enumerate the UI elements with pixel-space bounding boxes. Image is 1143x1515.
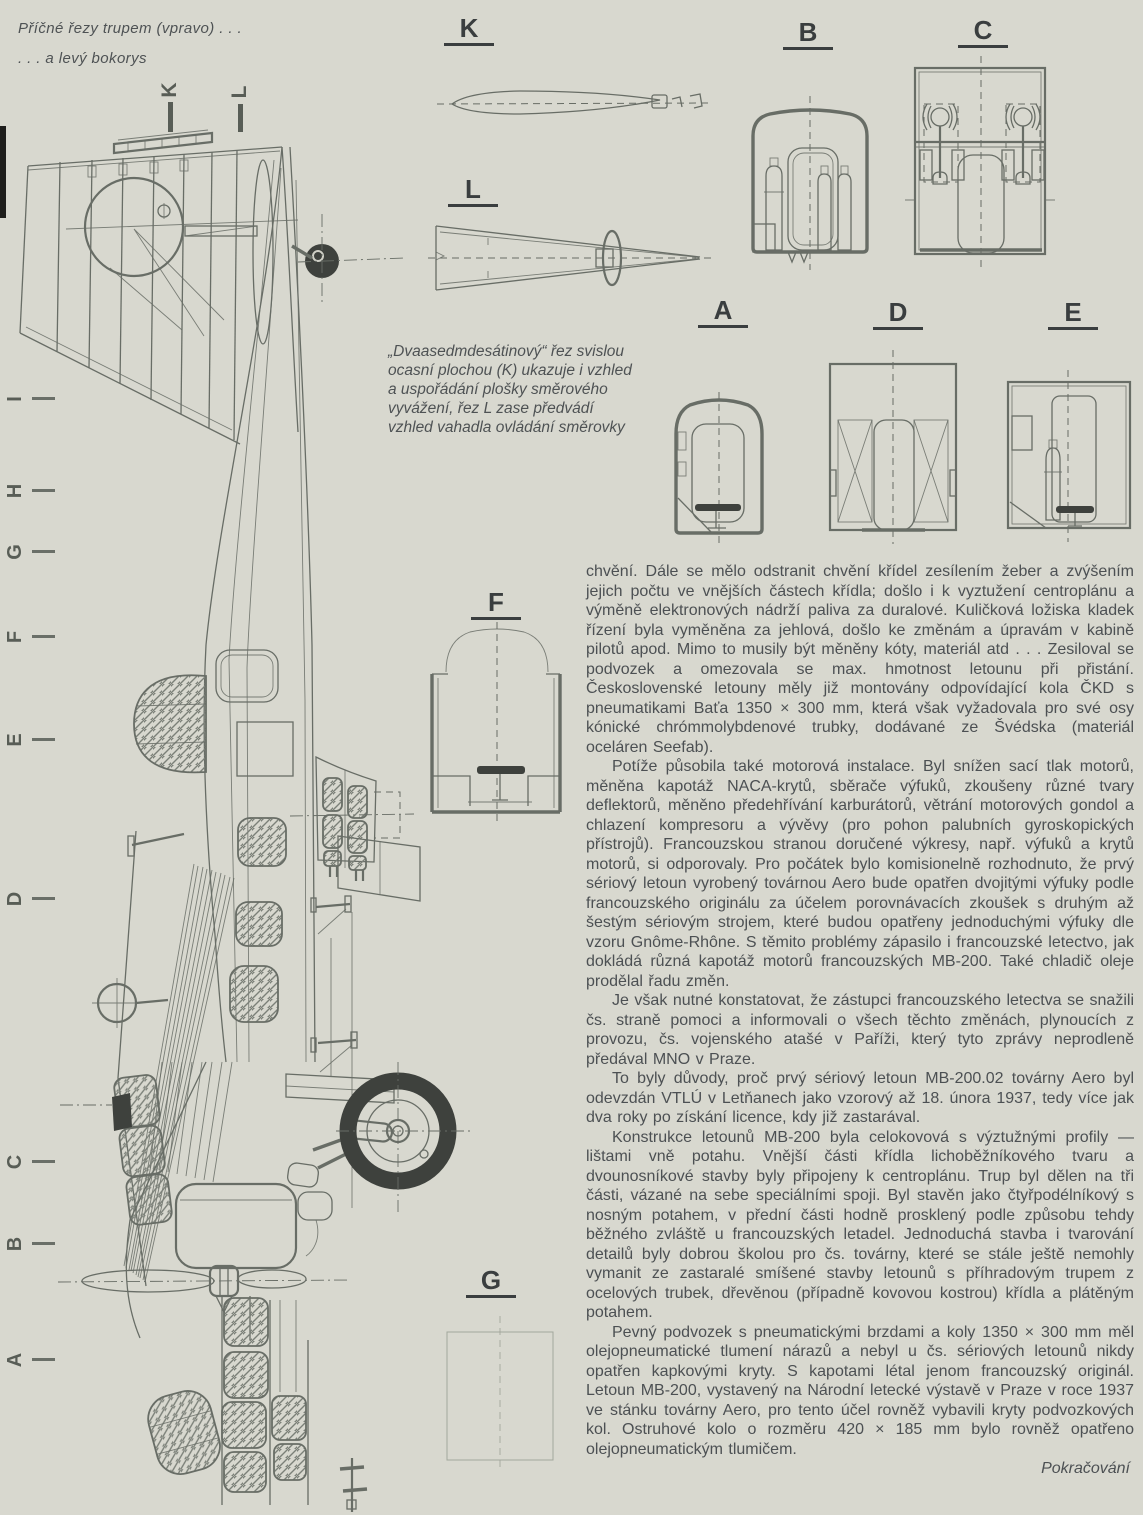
section-label-a: A xyxy=(698,296,748,328)
edge-marker-f: F xyxy=(4,630,26,644)
section-label-d: D xyxy=(873,298,923,330)
edge-marker-dash xyxy=(32,635,55,638)
section-label-k: K xyxy=(444,14,494,46)
edge-marker-dash xyxy=(32,1358,55,1361)
edge-marker-dash xyxy=(32,550,55,553)
section-k-drawing xyxy=(437,91,712,114)
section-label-f: F xyxy=(471,588,521,620)
edge-marker-dash xyxy=(32,397,55,400)
article-body xyxy=(586,562,1134,1479)
section-c-drawing xyxy=(905,56,1055,270)
article-paragraph: To byly důvody, proč prvý sériový letoun MB-200.02 továrny Aero byl odevzdán VTLÚ v Letňanech jako vzorový až 18. února 1937, tedy více jak dva roky po získání licence, kdy již zastarával. xyxy=(586,1070,1134,1126)
section-label-b: B xyxy=(783,18,833,50)
section-e-drawing xyxy=(1008,370,1130,542)
article-paragraph: Pevný podvozek s pneumatickými brzdami a koly 1350 × 300 mm měl olejopneumatické tlumení nárazů a nebyl u čs. sériových letounů nikdy opatřen kapkovými kryty. S kapotami létal jenom francouzský originál. Letoun MB-200, vystavený na Národní letecké výstavě v Praze v roce 1937 ve stánku továrny Aero, pro tento účel rovněž vybavili kryty podvozkových kol. Ostruhové kolo o rozměru 420 × 185 mm bylo rovněž opatřeno olejopneumatickým tlumičem. xyxy=(586,1323,1134,1458)
section-b-drawing xyxy=(753,96,867,270)
edge-marker-d: D xyxy=(4,891,26,907)
edge-marker-g: G xyxy=(4,544,26,560)
section-d-drawing xyxy=(830,350,956,544)
section-a-drawing xyxy=(676,392,762,548)
caption-cross-sections: Příčné řezy trupem (vpravo) . . . xyxy=(18,20,243,37)
article-paragraph: Potíže působila také motorová instalace. Byl snížen sací tlak motorů, měněna kapotáž NACA-krytů, sběrače výfuků, zkoušeny různé tvary deflektorů, měněno předehřívání karburátorů, větrání motorových gondol a chlazení kompresoru a vývěvy (pro pohon palubních gyroskopických přístrojů). Francouzskou stranou doručené výkresy, např. výfuků a krytů motorů, si odporovaly. Pro počátek bylo komisionelně rozhodnuto, že prvý sériový letoun vyrobený továrnou Aero bude opatřen dvojitými výfuky podle francouzského originálu za účelem porovnávacích zkoušek s druhým až šestým sériovým strojem, které budou opatřeny jednoduchými výfuky dle vzoru Gnôme-Rhône. S těmito problémy zápasilo i francouzské letectvo, jak dokládá různá kapotáž motorů francouzských MB-200. Také chladič oleje prodělal řadu změn. xyxy=(586,758,1134,990)
top-marker-l: L xyxy=(228,85,251,99)
edge-marker-c: C xyxy=(4,1154,26,1170)
edge-marker-e: E xyxy=(4,733,26,747)
edge-marker-a: A xyxy=(4,1352,26,1368)
section-l-drawing xyxy=(428,226,714,290)
edge-marker-dash xyxy=(32,1242,55,1245)
top-marker-k: K xyxy=(158,82,181,98)
edge-marker-b: B xyxy=(4,1236,26,1252)
edge-marker-dash xyxy=(32,738,55,741)
caption-left-profile: . . . a levý bokorys xyxy=(18,50,147,67)
section-label-l: L xyxy=(448,175,498,207)
figure-caption: „Dvaasedmdesátinový“ řez svislou ocasní plochou (K) ukazuje i vzhled a uspořádání plošky směrového vyvážení, řez L zase předvádí vzhled vahadla ovládání směrovky xyxy=(388,343,632,436)
section-label-e: E xyxy=(1048,298,1098,330)
section-f-drawing xyxy=(432,622,560,822)
edge-marker-dash xyxy=(32,1160,55,1163)
article-paragraph: Je však nutné konstatovat, že zástupci francouzského letectva se snažili čs. straně pomoci a informovali o všech těchto změnách, plynoucích z provozu, čs. vojenského atašé v Paříži, který tyto zprávy neprodleně předával MNO v Praze. xyxy=(586,992,1134,1068)
top-marker-bar xyxy=(238,104,243,132)
article-paragraph: chvění. Dále se mělo odstranit chvění křídel zesílením žeber a zvýšením jejich počtu ve vnějších částech křídla; došlo i k vyztužení centroplánu a výměně elektronových nádrží paliva za duralové. Kuličková ložiska kladek řízení byla vyměněna za jehlová, došlo ke změnám a úpravám v kabině pilotů apod. Mimo to musily být měněny kóty, materiál atd . . . Zesiloval se podvozek a omezovala se max. hmotnost letounu při přistání. Československé letouny měly již montovány odpovídající kola ČKD s pneumatikami Baťa 1350 × 300 mm, která však vyžadovala pro své osy kónické chrómmolybdenové trubky, dodávané ze Švédska (materiál oceláren Seefab). xyxy=(586,563,1134,756)
article-paragraph: Konstrukce letounů MB-200 byla celokovová s výztužnými profily — lištami vně potahu. Vnější části křídla lichoběžníkového tvaru a dvounosníkové stavby byly připojeny k centroplánu. Trup byl dělen na tři části, vázané na sebe speciálními spoji. Byl stavěn jako čtyřpodélníkový s nosným potahem, v přední části hodně prosklený podle způsobu tehdy běžného zvláště u francouzských letadel. Jednoduchá stavba i tvarování detailů byly dobrou školou pro čs. továrny, které se stále ještě nemohly vymanit ze zastaralé smíšené stavby letounů s příhradovým trupem z ocelových trubek, dřevěnou (případně kovovou kostrou) křídla a plátěným potahem. xyxy=(586,1128,1134,1321)
edge-marker-i: I xyxy=(4,396,26,402)
section-label-g: G xyxy=(466,1266,516,1298)
edge-marker-dash xyxy=(32,897,55,900)
continuation-note: Pokračování xyxy=(1041,1460,1130,1477)
edge-marker-h: H xyxy=(4,483,26,499)
aircraft-left-profile-drawing xyxy=(20,130,470,1512)
edge-marker-dash xyxy=(32,489,55,492)
section-label-c: C xyxy=(958,16,1008,48)
top-marker-bar xyxy=(168,102,173,132)
section-g-drawing xyxy=(447,1316,553,1472)
